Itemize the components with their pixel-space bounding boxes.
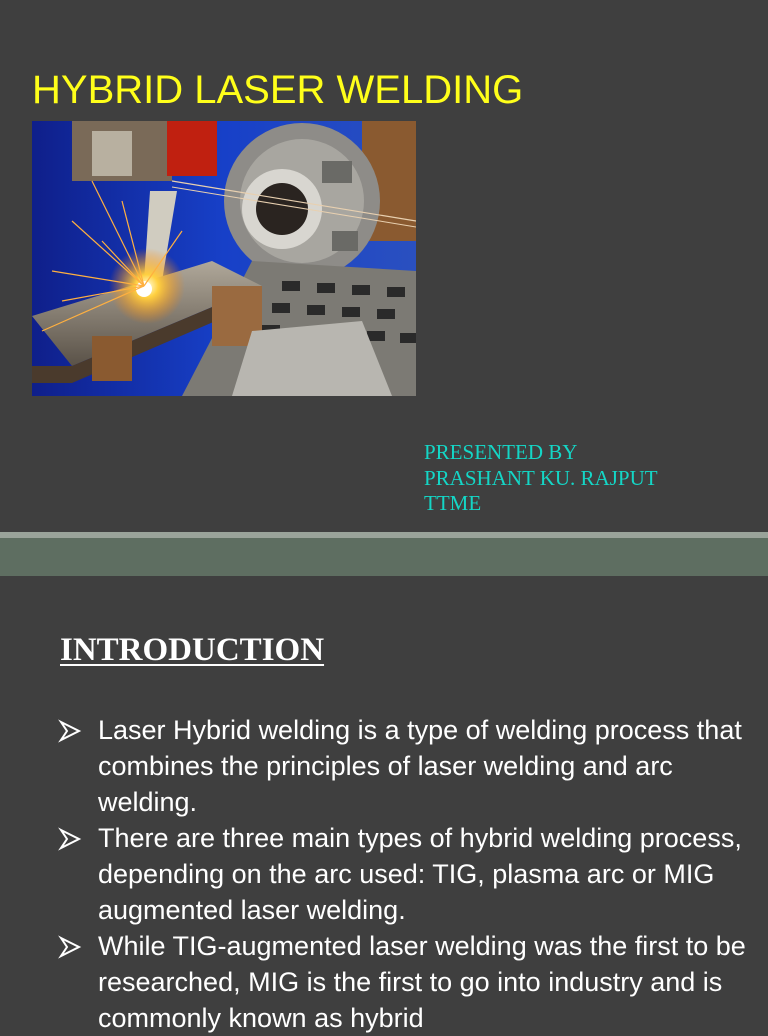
slide-separator-band — [0, 538, 768, 576]
presenter-name: PRASHANT KU. RAJPUT — [424, 465, 658, 490]
slide-title: HYBRID LASER WELDING — [32, 68, 524, 112]
arrow-bullet-icon — [58, 827, 82, 851]
list-item — [58, 712, 758, 820]
welding-machine-photo — [32, 121, 416, 396]
bullet-text: Laser Hybrid welding is a type of welding process that combines the principles of laser welding and arc welding. — [98, 715, 742, 817]
presenter-label: PRESENTED BY — [424, 440, 578, 464]
list-item — [58, 820, 758, 928]
bullet-list — [58, 712, 758, 1036]
bullet-text: While TIG-augmented laser welding was the first to be researched, MIG is the first to go into industry and is commonly known as hybrid — [98, 931, 746, 1033]
presenter-info — [424, 440, 658, 517]
section-heading: INTRODUCTION — [60, 632, 325, 668]
arrow-bullet-icon — [58, 935, 82, 959]
list-item — [58, 928, 758, 1036]
bullet-text: There are three main types of hybrid welding process, depending on the arc used: TIG, plasma arc or MIG augmented laser welding. — [98, 823, 742, 925]
presenter-dept: TTME — [424, 491, 482, 515]
arrow-bullet-icon — [58, 719, 82, 743]
